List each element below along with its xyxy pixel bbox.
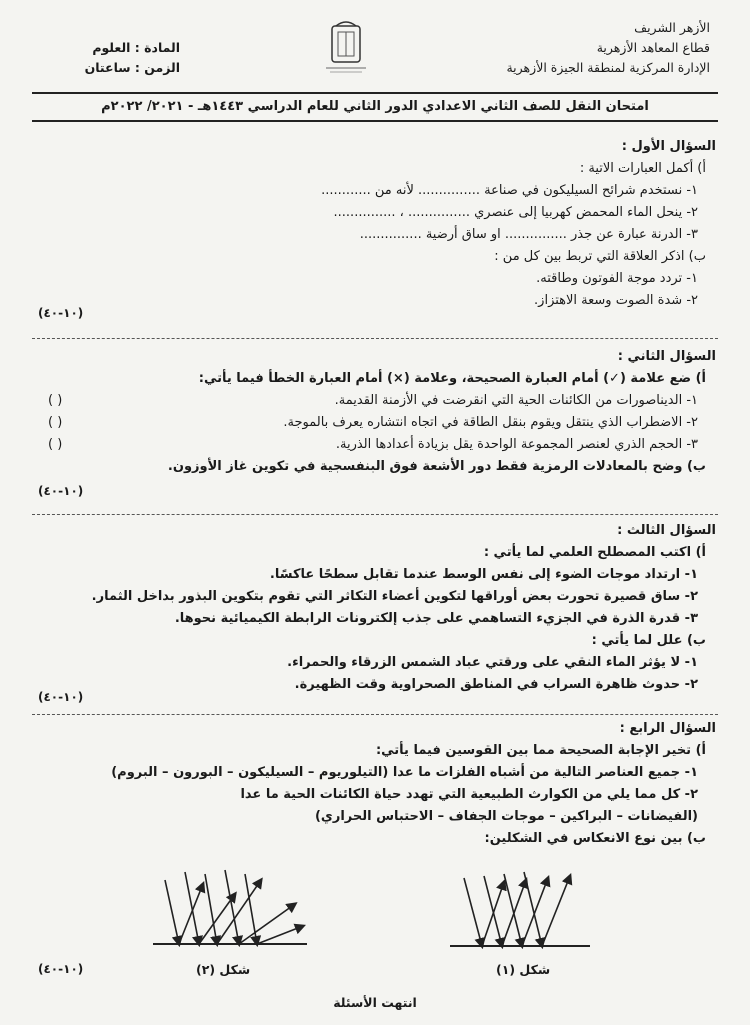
answer-paren: ( ) bbox=[48, 415, 63, 430]
answer-parens bbox=[48, 390, 98, 456]
question-item: ٢- ينحل الماء المحمض كهربيا إلى عنصري ............... ، ............... bbox=[333, 205, 698, 220]
part-b-heading: ب) اذكر العلاقة التي تربط بين كل من : bbox=[494, 249, 706, 264]
institution-header bbox=[410, 18, 710, 78]
header-line: قطاع المعاهد الأزهرية bbox=[596, 40, 710, 55]
header-line: الإدارة المركزية لمنطقة الجيزة الأزهرية bbox=[506, 60, 710, 75]
part-b-heading: ب) بين نوع الانعكاس في الشكلين: bbox=[484, 831, 706, 846]
question-heading: السؤال الثالث : bbox=[617, 523, 716, 538]
question-item: ٢- ساق قصيرة تحورت بعض أوراقها لتكوين أعضاء التكاثر التي تقوم بتكوين البذور بداخل الثمار. bbox=[91, 589, 698, 604]
question-item: ١- نستخدم شرائح السيليكون في صناعة ............... لأنه من ............ bbox=[321, 183, 698, 198]
part-a-heading: أ) أكمل العبارات الاتية : bbox=[579, 161, 706, 176]
section-divider bbox=[32, 338, 718, 339]
marks-label: (١٠-٤٠) bbox=[38, 962, 84, 976]
figure-2-diffuse-reflection bbox=[145, 864, 315, 958]
question-item: ٣- الدرنة عبارة عن جذر ............... او ساق أرضية ............... bbox=[359, 227, 698, 242]
answer-paren: ( ) bbox=[48, 437, 63, 452]
question-item: ٢- حدوث ظاهرة السراب في المناطق الصحراوية وقت الظهيرة. bbox=[294, 677, 698, 692]
question-2 bbox=[36, 346, 716, 478]
question-item: ١- جميع العناصر التالية من أشباه الفلزات ما عدا (التيلوريوم – السيليكون – البورون – البروم) bbox=[111, 765, 698, 780]
question-1 bbox=[36, 136, 716, 312]
section-divider bbox=[32, 714, 718, 715]
marks-label: (١٠-٤٠) bbox=[38, 306, 84, 320]
question-heading: السؤال الثاني : bbox=[617, 349, 716, 364]
part-a-heading: أ) ضع علامة (✓) أمام العبارة الصحيحة، وعلامة (×) أمام العبارة الخطأ فيما يأتي: bbox=[198, 371, 706, 386]
marks-label: (١٠-٤٠) bbox=[38, 690, 84, 704]
exam-title: امتحان النقل للصف الثاني الاعدادي الدور الثاني للعام الدراسي ١٤٤٣هـ - ٢٠٢١/ ٢٠٢٢م bbox=[32, 92, 718, 122]
question-item: ٢- كل مما يلي من الكوارث الطبيعية التي تهدد حياة الكائنات الحية ما عدا bbox=[240, 787, 698, 802]
question-heading: السؤال الأول : bbox=[621, 139, 716, 154]
answer-paren: ( ) bbox=[48, 393, 63, 408]
question-4 bbox=[36, 718, 716, 850]
question-item: ٢- شدة الصوت وسعة الاهتزاز. bbox=[534, 293, 698, 308]
part-a-heading: أ) اكتب المصطلح العلمي لما يأتي : bbox=[483, 545, 706, 560]
question-item: ١- الديناصورات من الكائنات الحية التي انقرضت في الأزمنة القديمة. bbox=[334, 393, 698, 408]
question-item: ٣- قدرة الذرة في الجزيء التساهمي على جذب إلكترونات الرابطة الكيميائية نحوها. bbox=[174, 611, 698, 626]
section-divider bbox=[32, 514, 718, 515]
question-item: ٢- الاضطراب الذي ينتقل ويقوم بنقل الطاقة في اتجاه انتشاره يعرف بالموجة. bbox=[283, 415, 698, 430]
question-item: ١- ارتداد موجات الضوء إلى نفس الوسط عندما تقابل سطحًا عاكسًا. bbox=[269, 567, 698, 582]
part-a-heading: أ) تخير الإجابة الصحيحة مما بين القوسين فيما يأتي: bbox=[375, 743, 706, 758]
duration-label: الزمن : ساعتان bbox=[84, 60, 180, 75]
figure-1-label: شكل (١) bbox=[496, 962, 551, 977]
question-item: (الفيضانات – البراكين – موجات الجفاف – الاحتباس الحراري) bbox=[314, 809, 698, 824]
part-b-heading: ب) علل لما يأتي : bbox=[591, 633, 706, 648]
figure-1-regular-reflection bbox=[440, 868, 600, 958]
question-item: ١- تردد موجة الفوتون وطاقته. bbox=[536, 271, 698, 286]
marks-label: (١٠-٤٠) bbox=[38, 484, 84, 498]
subject-label: المادة : العلوم bbox=[92, 40, 180, 55]
exam-info bbox=[40, 38, 180, 78]
question-item: ٣- الحجم الذري لعنصر المجموعة الواحدة يقل بزيادة أعدادها الذرية. bbox=[335, 437, 698, 452]
question-heading: السؤال الرابع : bbox=[619, 721, 716, 736]
figure-2-label: شكل (٢) bbox=[196, 962, 251, 977]
header-line: الأزهر الشريف bbox=[634, 20, 710, 35]
end-of-questions: انتهت الأسئلة bbox=[333, 995, 417, 1010]
azhar-logo-icon bbox=[318, 18, 374, 78]
part-b-heading: ب) وضح بالمعادلات الرمزية فقط دور الأشعة فوق البنفسجية في تكوين غاز الأوزون. bbox=[167, 459, 706, 474]
question-item: ١- لا يؤثر الماء النقي على ورقتي عباد الشمس الزرقاء والحمراء. bbox=[287, 655, 698, 670]
question-3 bbox=[36, 520, 716, 696]
